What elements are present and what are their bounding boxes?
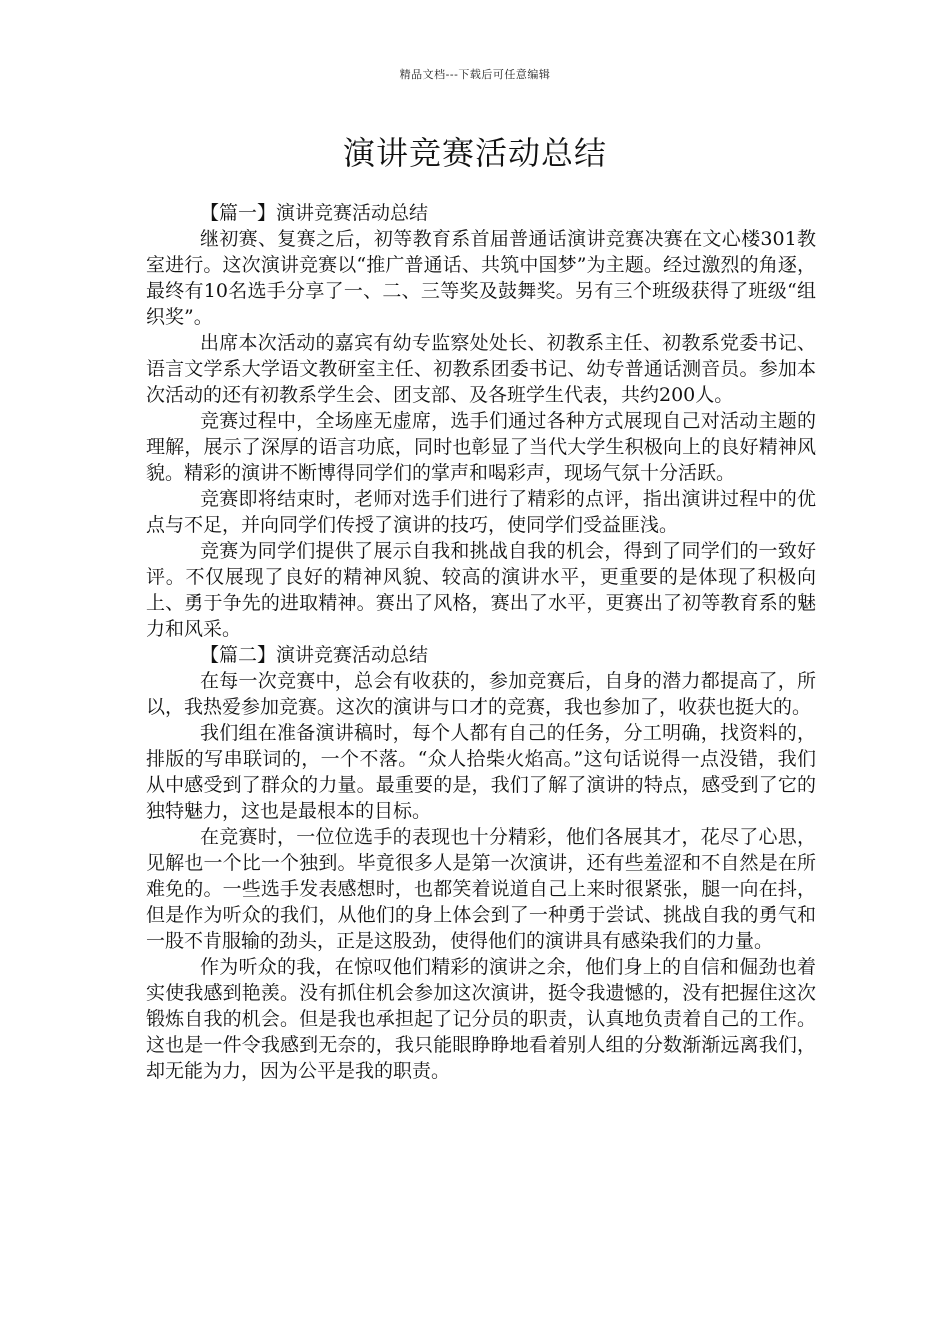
paragraph: 继初赛、复赛之后，初等教育系首届普通话演讲竞赛决赛在文心楼301教室进行。这次演讲竞赛以“推广普通话、共筑中国梦”为主题。经过激烈的角逐，最终有10名选手分享了一、二、三等奖及鼓舞奖。另有三个班级获得了班级“组织奖”。 (146, 228, 816, 328)
page-header-note: 精品文档---下载后可任意编辑 (399, 68, 551, 81)
paragraph: 出席本次活动的嘉宾有幼专监察处处长、初教系主任、初教系党委书记、语言文学系大学语文教研室主任、初教系团委书记、幼专普通话测音员。参加本次活动的还有初教系学生会、团支部、及各班学生代表，共约200人。 (146, 332, 816, 406)
section-heading: 【篇二】演讲竞赛活动总结 (200, 644, 429, 666)
paragraph: 竞赛为同学们提供了展示自我和挑战自我的机会，得到了同学们的一致好评。不仅展现了良好的精神风貌、较高的演讲水平，更重要的是体现了积极向上、勇于争先的进取精神。赛出了风格，赛出了水平，更赛出了初等教育系的魅力和风采。 (146, 540, 816, 640)
section-1 (146, 200, 816, 642)
paragraph: 我们组在准备演讲稿时，每个人都有自己的任务，分工明确，找资料的，排版的写串联词的，一个不落。“众人拾柴火焰高。”这句话说得一点没错，我们从中感受到了群众的力量。最重要的是，我们了解了演讲的特点，感受到了它的独特魅力，这也是最根本的目标。 (146, 722, 816, 822)
paragraph: 在竞赛时，一位位选手的表现也十分精彩，他们各展其才，花尽了心思，见解也一个比一个独到。毕竟很多人是第一次演讲，还有些羞涩和不自然是在所难免的。一些选手发表感想时，也都笑着说道自己上来时很紧张，腿一向在抖，但是作为听众的我们，从他们的身上体会到了一种勇于尝试、挑战自我的勇气和一股不肯服输的劲头，正是这股劲，使得他们的演讲具有感染我们的力量。 (146, 826, 816, 952)
document-body (146, 200, 816, 1084)
paragraph: 竞赛过程中，全场座无虚席，选手们通过各种方式展现自己对活动主题的理解，展示了深厚的语言功底，同时也彰显了当代大学生积极向上的良好精神风貌。精彩的演讲不断博得同学们的掌声和喝彩声，现场气氛十分活跃。 (146, 410, 816, 484)
section-heading: 【篇一】演讲竞赛活动总结 (200, 202, 429, 224)
document-title: 演讲竞赛活动总结 (342, 134, 607, 172)
paragraph: 在每一次竞赛中，总会有收获的，参加竞赛后，自身的潜力都提高了，所以，我热爱参加竞赛。这次的演讲与口才的竞赛，我也参加了，收获也挺大的。 (146, 670, 816, 718)
paragraph: 竞赛即将结束时，老师对选手们进行了精彩的点评，指出演讲过程中的优点与不足，并向同学们传授了演讲的技巧，使同学们受益匪浅。 (146, 488, 816, 536)
paragraph: 作为听众的我，在惊叹他们精彩的演讲之余，他们身上的自信和倔劲也着实使我感到艳羡。没有抓住机会参加这次演讲，挺令我遗憾的，没有把握住这次锻炼自我的机会。但是我也承担起了记分员的职责，认真地负责着自己的工作。这也是一件令我感到无奈的，我只能眼睁睁地看着别人组的分数渐渐远离我们，却无能为力，因为公平是我的职责。 (146, 956, 816, 1082)
section-2 (146, 642, 816, 1084)
